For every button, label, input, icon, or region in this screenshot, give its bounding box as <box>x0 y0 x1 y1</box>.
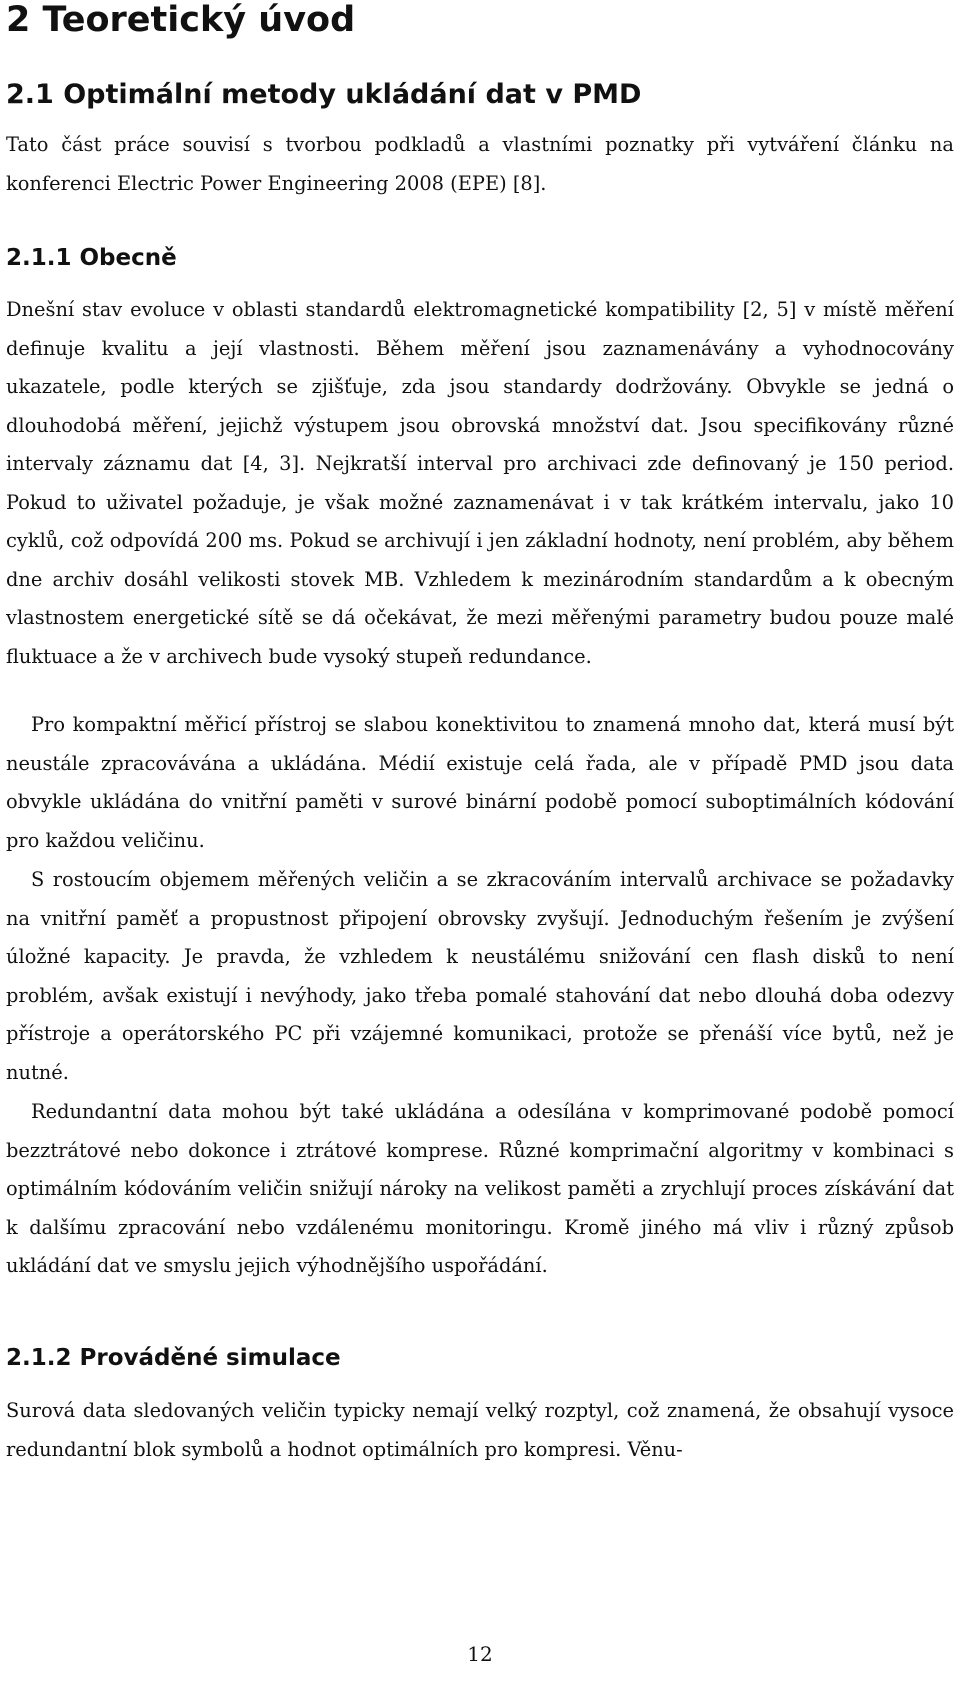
paragraph-simulace-1: Surová data sledovaných veličin typicky nemají velký rozptyl, což znamená, že obsahují vysoce redundantní blok symbolů a hodnot optimálních pro kompresi. Věnu- <box>6 1399 954 1461</box>
chapter-title: 2 Teoretický úvod <box>6 0 356 40</box>
subsection-title-obecne: 2.1.1 Obecně <box>6 245 177 271</box>
section-title: 2.1 Optimální metody ukládání dat v PMD <box>6 79 642 110</box>
paragraph-obecne-4: Redundantní data mohou být také ukládána a odesílána v komprimované podobě pomocí bezztrátové nebo dokonce i ztrátové komprese. Různé komprimační algoritmy v kombinaci s optimálním kódováním veličin snižují nároky na velikost paměti a zrychlují proces získávání dat k dalšímu zpracování nebo vzdálenému monitoringu. Kromě jiného má vliv i různý způsob ukládání dat ve smyslu jejich výhodnějšího uspořádání. <box>6 1100 954 1277</box>
paragraph-obecne-2: Pro kompaktní měřicí přístroj se slabou konektivitou to znamená mnoho dat, která musí být neustále zpracovávána a ukládána. Médií existuje celá řada, ale v případě PMD jsou data obvykle ukládána do vnitřní paměti v surové binární podobě pomocí suboptimálních kódování pro každou veličinu. <box>6 713 954 852</box>
paragraph-obecne-1: Dnešní stav evoluce v oblasti standardů elektromagnetické kompatibility [2, 5] v místě měření definuje kvalitu a její vlastnosti. Během měření jsou zaznamenávány a vyhodnocovány ukazatele, podle kterých se zjišťuje, zda jsou standardy dodržovány. Obvykle se jedná o dlouhodobá měření, jejichž výstupem jsou obrovská množství dat. Jsou specifikovány různé intervaly záznamu dat [4, 3]. Nejkratší interval pro archivaci zde definovaný je 150 period. Pokud to uživatel požaduje, je však možné zaznamenávat i v tak krátkém intervalu, jako 10 cyklů, což odpovídá 200 ms. Pokud se archivují i jen základní hodnoty, není problém, aby během dne archiv dosáhl velikosti stovek MB. Vzhledem k mezinárodním standardům a k obecným vlastnostem energetické sítě se dá očekávat, že mezi měřenými parametry budou pouze malé fluktuace a že v archivech bude vysoký stupeň redundance. <box>6 298 954 668</box>
paragraph-obecne-3: S rostoucím objemem měřených veličin a se zkracováním intervalů archivace se požadavky na vnitřní paměť a propustnost připojení obrovsky zvyšují. Jednoduchým řešením je zvýšení úložné kapacity. Je pravda, že vzhledem k neustálému snižování cen flash disků to není problém, avšak existují i nevýhody, jako třeba pomalé stahování dat nebo dlouhá doba odezvy přístroje a operátorského PC při vzájemné komunikaci, protože se přenáší více bytů, než je nutné. <box>6 868 954 1084</box>
page-number: 12 <box>467 1642 493 1666</box>
section-intro-paragraph: Tato část práce souvisí s tvorbou podkladů a vlastními poznatky při vytváření článku na konferenci Electric Power Engineering 2008 (EPE) [8]. <box>6 133 954 195</box>
subsection-title-simulace: 2.1.2 Prováděné simulace <box>6 1345 341 1371</box>
